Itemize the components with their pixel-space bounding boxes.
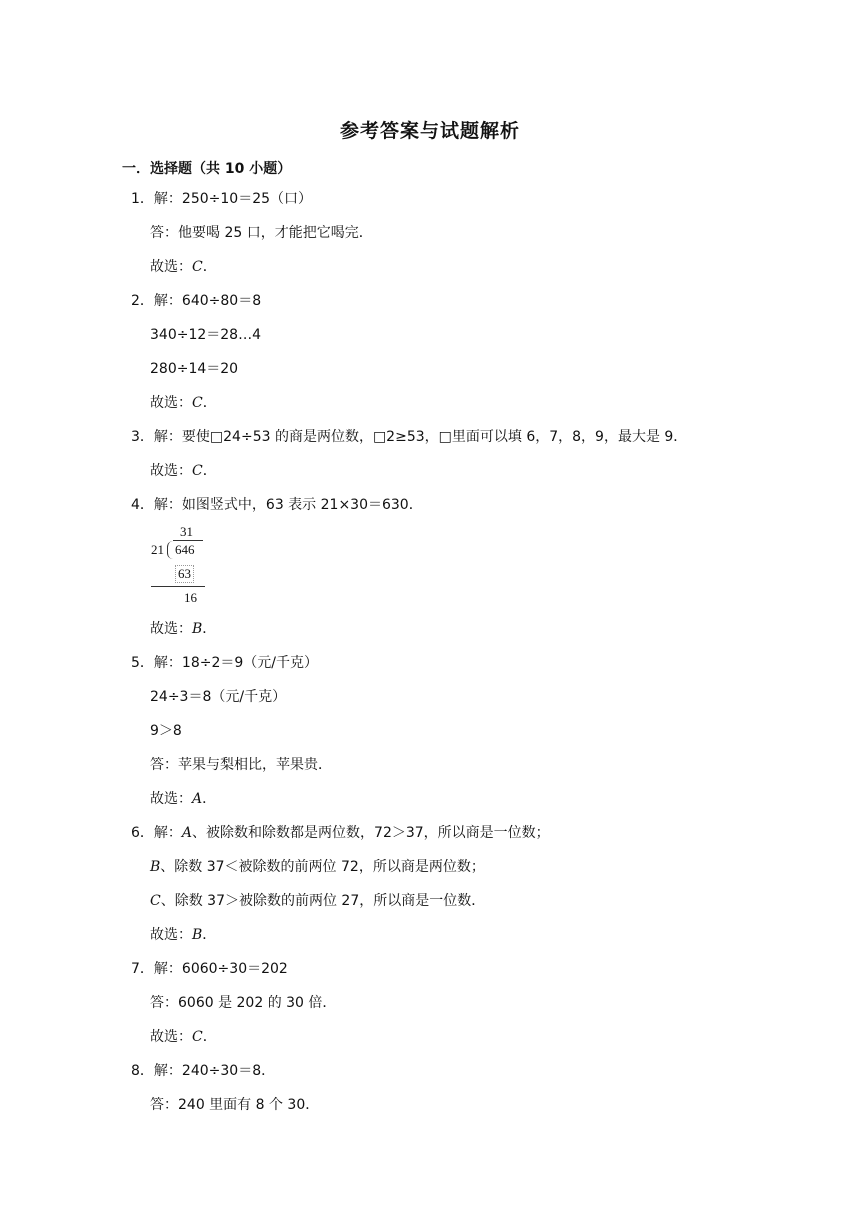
q8-solution: 8．解：240÷30＝8．: [131, 1063, 276, 1079]
q7-answer: 答：6060 是 202 的 30 倍．: [150, 995, 337, 1011]
q3-solution: 3．解：要使□24÷53 的商是两位数，□2≥53，□里面可以填 6，7，8，9，最大是 9．: [131, 429, 688, 445]
q5-answer: 答：苹果与梨相比，苹果贵．: [150, 757, 332, 773]
calc-quotient: 31: [180, 524, 193, 539]
q2-calc-2: 340÷12＝28…4: [150, 327, 261, 343]
calc-subtract-bar: [151, 586, 205, 587]
long-division-figure: [149, 524, 207, 608]
q5-calc-2: 24÷3＝8（元/千克）: [150, 689, 287, 705]
calc-division-bracket: [167, 541, 174, 559]
q5-choice: 故选：A．: [150, 791, 217, 807]
section-heading: 一．选择题（共 10 小题）: [122, 161, 292, 177]
calc-dividend: 646: [175, 542, 195, 557]
q7-solution: 7．解：6060÷30＝202: [131, 961, 288, 977]
calc-top-bar: [173, 540, 203, 541]
q6-choice: 故选：B．: [150, 927, 217, 943]
q1-choice: 故选：C．: [150, 259, 217, 275]
q1-solution: 1．解：250÷10＝25（口）: [131, 191, 313, 207]
q2-calc-3: 280÷14＝20: [150, 361, 239, 377]
q2-choice: 故选：C．: [150, 395, 217, 411]
q6-option-b: B、除数 37＜被除数的前两位 72，所以商是两位数；: [150, 859, 485, 875]
q4-choice: 故选：B．: [150, 621, 217, 637]
q6-solution: 6．解：A、被除数和除数都是两位数，72＞37，所以商是一位数；: [131, 825, 550, 841]
q5-compare: 9＞8: [150, 723, 182, 739]
calc-remainder: 16: [184, 590, 197, 605]
q7-choice: 故选：C．: [150, 1029, 217, 1045]
q3-choice: 故选：C．: [150, 463, 217, 479]
page-title: 参考答案与试题解析: [339, 120, 520, 142]
q4-solution: 4．解：如图竖式中，63 表示 21×30＝630．: [131, 497, 423, 513]
q1-answer: 答：他要喝 25 口，才能把它喝完．: [150, 225, 373, 241]
calc-partial-product: 63: [178, 566, 191, 581]
q2-solution: 2．解：640÷80＝8: [131, 293, 262, 309]
calc-divisor: 21: [151, 542, 164, 557]
q6-option-c: C、除数 37＞被除数的前两位 27，所以商是一位数．: [150, 893, 486, 909]
q8-answer: 答：240 里面有 8 个 30．: [150, 1097, 320, 1113]
q5-solution: 5．解：18÷2＝9（元/千克）: [131, 655, 318, 671]
